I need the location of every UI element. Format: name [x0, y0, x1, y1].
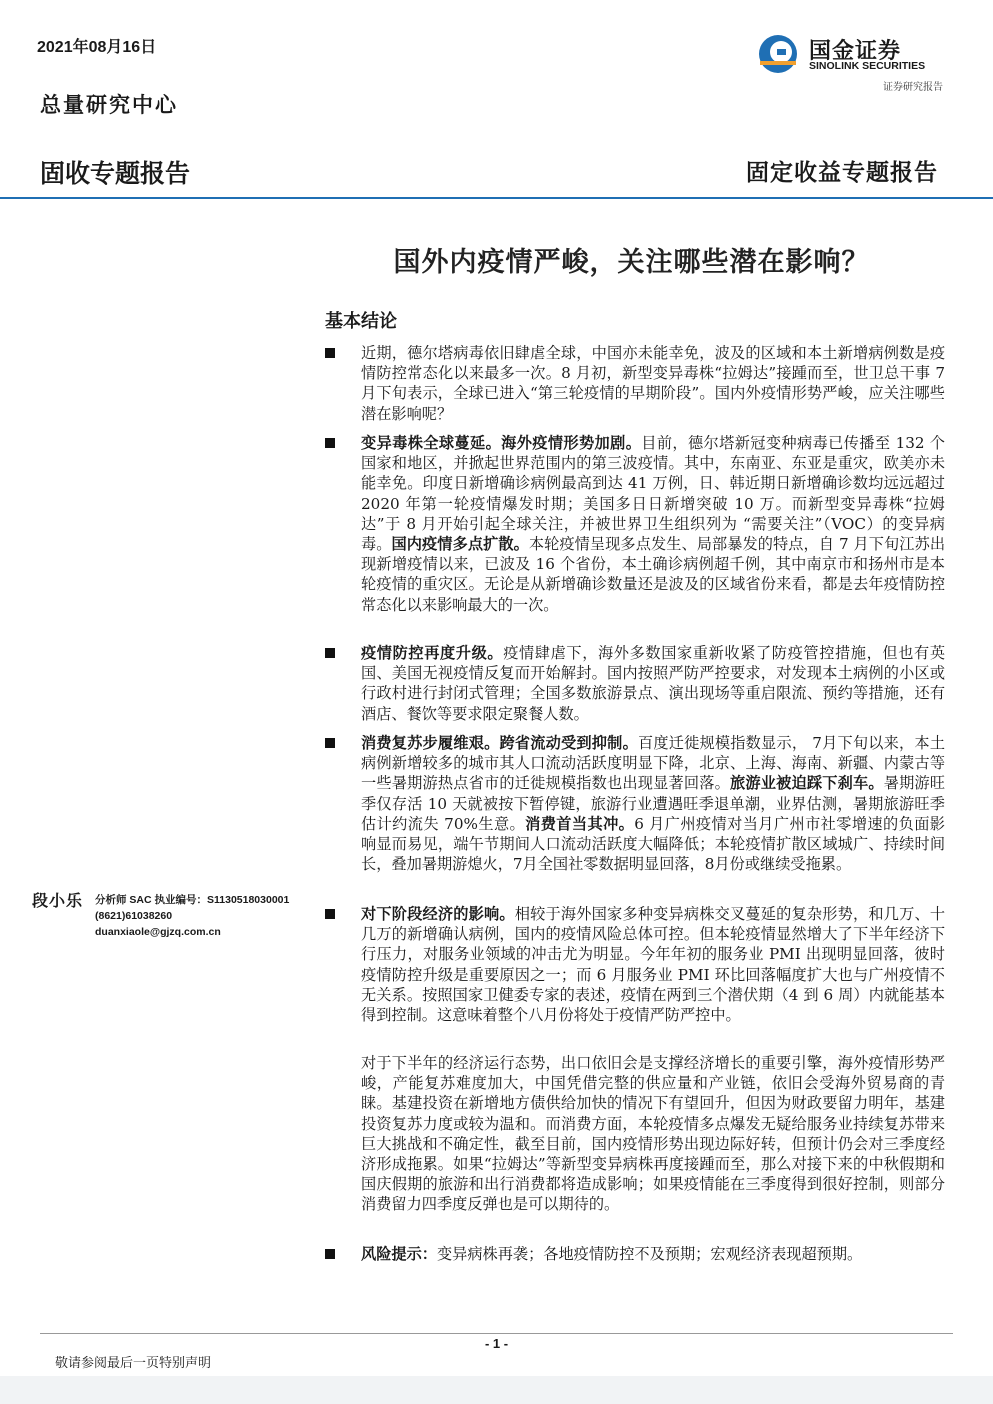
report-title: 国外内疫情严峻，关注哪些潜在影响？: [393, 247, 870, 278]
disclaimer: 敬请参阅最后一页特别声明: [55, 1356, 212, 1371]
footer-divider: [40, 1333, 953, 1334]
bottom-band: [0, 1376, 993, 1404]
report-category: 固定收益专题报告: [746, 159, 938, 186]
bullet-item: [325, 643, 945, 724]
logo-subtitle: 证券研究报告: [883, 82, 943, 93]
bullet-text: 近期，德尔塔病毒依旧肆虐全球，中国亦未能幸免，波及的区域和本土新增病例数是疫情防控常态化以来最多一次。8 月初，新型变异毒株“拉姆达”接踵而至，世卫总干事 7 月下旬表示，全球已进入“第三轮疫情的早期阶段”。国内外疫情形势严峻，应关注哪些潜在影响呢？: [361, 344, 945, 423]
bullet-square-icon: [325, 648, 335, 658]
logo-name-cn: 国金证券: [809, 38, 902, 63]
bullet-square-icon: [325, 738, 335, 748]
continuation-paragraph: 对于下半年的经济运行态势，出口依旧会是支撑经济增长的重要引擎，海外疫情形势严峻，产能复苏难度加大，中国凭借完整的供应量和产业链，依旧会受海外贸易商的青睐。基建投资在新增地方债供给加快的情况下有望回升，但因为财政要留力明年，基建投资复苏力度或较为温和。而消费方面，本轮疫情多点爆发无疑给服务业持续复苏带来巨大挑战和不确定性，截至目前，国内疫情形势出现边际好转，但预计仍会对三季度经济形成拖累。如果“拉姆达”等新型变异病株再度接踵而至，那么对接下来的中秋假期和国庆假期的旅游和出行消费都将造成影响；如果疫情能在三季度得到很好控制，则部分消费留力四季度反弹也是可以期待的。: [361, 1054, 945, 1214]
bullet-text: 消费复苏步履维艰。跨省流动受到抑制。百度迁徙规模指数显示， 7月下旬以来，本土病例新增较多的城市其人口流动活跃度明显下降，北京、上海、海南、新疆、内蒙古等一些暑期游热点省市的迁徙规模指数也出现显著回落。旅游业被迫踩下刹车。暑期游旺季仅存活 10 天就被按下暂停键，旅游行业遭遇旺季退单潮，业界估测，暑期旅游旺季估计约流失 70%生意。消费首当其冲。6 月广州疫情对当月广州市社零增速的负面影响显而易见，端午节期间人口流动活跃度大幅降低；本轮疫情扩散区域城广、持续时间长，叠加暑期游熄火，7月全国社零数据明显回落，8月份或继续受拖累。: [361, 734, 946, 874]
report-type: 固收专题报告: [40, 160, 191, 188]
logo-mark-icon: [757, 33, 799, 75]
analyst-sac: 分析师 SAC 执业编号：S1130518030001: [95, 894, 290, 906]
risk-text: 风险提示：变异病株再袭；各地疫情防控不及预期；宏观经济表现超预期。: [361, 1245, 863, 1263]
header-divider: [0, 197, 993, 199]
bullet-square-icon: [325, 348, 335, 358]
bullet-text: 疫情防控再度升级。疫情肆虐下，海外多数国家重新收紧了防疫管控措施，但也有英国、美国无视疫情反复而开始解封。国内按照严防严控要求，对发现本土病例的小区或行政村进行封闭式管理；全国多数旅游景点、演出现场等重启限流、预约等措施，还有酒店、餐饮等要求限定聚餐人数。: [361, 644, 946, 723]
logo-name-en: SINOLINK SECURITIES: [809, 60, 926, 72]
continuation-paragraph-block: [325, 1053, 945, 1215]
analyst-phone: (8621)61038260: [95, 910, 173, 922]
analyst-info: [95, 892, 289, 940]
bullet-item: [325, 433, 945, 615]
bullet-square-icon: [325, 438, 335, 448]
bullet-item: [325, 343, 945, 424]
bullet-item: [325, 733, 945, 874]
bullet-text: 变异毒株全球蔓延。海外疫情形势加剧。目前，德尔塔新冠变种病毒已传播至 132 个国家和地区，并掀起世界范围内的第三波疫情。其中，东南亚、东亚是重灾，欧美亦未能幸免。印度日新增确诊病例最高到达 41 万例，日、韩近期日新增确诊数均远远超过 2020 年第一轮疫情爆发时期；美国多日日新增突破 10 万。而新型变异毒株“拉姆达”于 8 月开始引起全球关注，并被世界卫生组织列为 “需要关注”（VOC）的变异病毒。国内疫情多点扩散。本轮疫情呈现多点发生、局部暴发的特点，自 7 月下旬江苏出现新增疫情以来，已波及 16 个省份，本土确诊病例超千例，其中南京市和扬州市是本轮疫情的重灾区。无论是从新增确诊数量还是波及的区域省份来看，都是去年疫情防控常态化以来影响最大的一次。: [361, 434, 946, 614]
analyst-name: 段小乐: [32, 891, 84, 910]
bullet-square-icon: [325, 909, 335, 919]
report-date: 2021年08月16日: [37, 39, 157, 56]
risk-item: [325, 1244, 945, 1264]
research-center: 总量研究中心: [40, 92, 178, 117]
bullet-item: [325, 904, 945, 1025]
bullet-square-icon: [325, 1249, 335, 1259]
section-heading: 基本结论: [325, 311, 397, 332]
bullet-text: 对下阶段经济的影响。相较于海外国家多种变异病株交叉蔓延的复杂形势，和几万、十几万的新增确认病例，国内的疫情风险总体可控。但本轮疫情显然增大了下半年经济下行压力，对服务业领域的冲击尤为明显。今年年初的服务业 PMI 出现明显回落，彼时疫情防控升级是重要原因之一；而 6 月服务业 PMI 环比回落幅度扩大也与广州疫情不无关系。按照国家卫健委专家的表述，疫情在两到三个潜伏期（4 到 6 周）内就能基本得到控制。这意味着整个八月份将处于疫情严防严控中。: [361, 905, 946, 1025]
analyst-email[interactable]: duanxiaole@gjzq.com.cn: [95, 926, 221, 938]
page-number: - 1 -: [484, 1336, 509, 1351]
